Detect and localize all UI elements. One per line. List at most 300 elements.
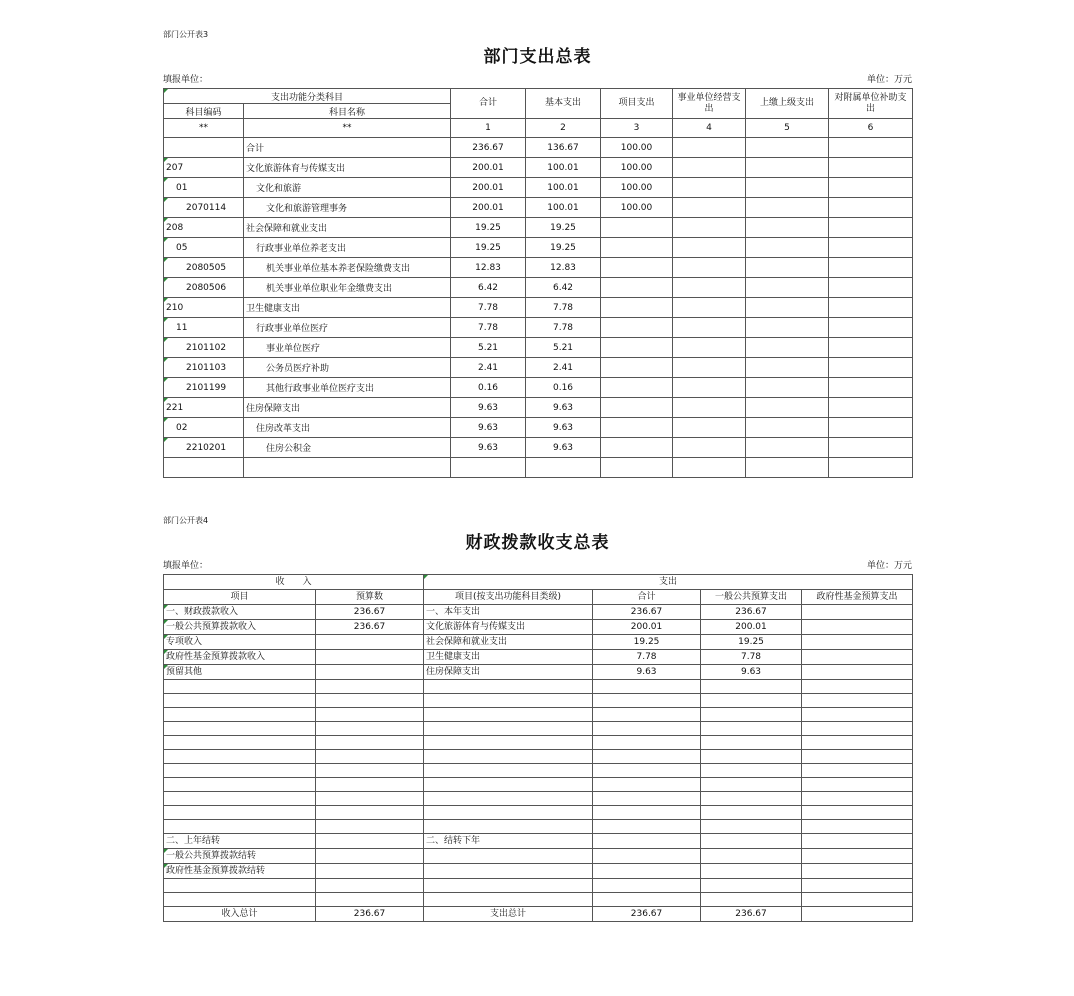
business-amount: [673, 458, 746, 478]
table-row: [164, 318, 913, 338]
project-amount: [601, 278, 673, 298]
subject-name: 文化和旅游: [244, 178, 451, 198]
basic-amount: 0.16: [526, 378, 601, 398]
expense-total: [593, 806, 701, 820]
header-code: 科目编码: [164, 104, 244, 119]
subsidy-amount: [829, 138, 913, 158]
header-general-budget: 一般公共预算支出: [701, 590, 802, 605]
subject-code: 207: [164, 158, 244, 178]
expense-general: [701, 708, 802, 722]
subject-code: 2101199: [164, 378, 244, 398]
business-amount: [673, 278, 746, 298]
subject-name: 文化旅游体育与传媒支出: [244, 158, 451, 178]
business-amount: [673, 418, 746, 438]
income-amount: [316, 764, 424, 778]
project-amount: 100.00: [601, 158, 673, 178]
blank-row: [164, 778, 913, 792]
subsidy-amount: [829, 258, 913, 278]
expense-general: [701, 820, 802, 834]
income-item: [164, 736, 316, 750]
blank-row: [164, 708, 913, 722]
subsidy-amount: [829, 318, 913, 338]
income-amount: [316, 650, 424, 665]
income-item: [164, 722, 316, 736]
upper-amount: [746, 398, 829, 418]
income-amount: [316, 778, 424, 792]
blank-row: [164, 694, 913, 708]
blank-row: [164, 764, 913, 778]
expense-item: [424, 806, 593, 820]
business-amount: [673, 218, 746, 238]
table-row: [164, 198, 913, 218]
upper-amount: [746, 418, 829, 438]
blank-row: [164, 893, 913, 907]
expense-fund: [802, 650, 913, 665]
subject-code: [164, 458, 244, 478]
expense-item: 住房保障支出: [424, 665, 593, 680]
expense-item: [424, 708, 593, 722]
subsidy-amount: [829, 418, 913, 438]
business-amount: [673, 318, 746, 338]
expense-fund: [802, 736, 913, 750]
expense-total: [593, 834, 701, 849]
expense-item: [424, 864, 593, 879]
income-amount: [316, 806, 424, 820]
expense-general: [701, 764, 802, 778]
project-amount: [601, 378, 673, 398]
project-amount: [601, 358, 673, 378]
expense-fund: [802, 620, 913, 635]
expense-fund: [802, 680, 913, 694]
income-item: 政府性基金预算拨款收入: [164, 650, 316, 665]
subject-code: [164, 138, 244, 158]
subject-name: 行政事业单位医疗: [244, 318, 451, 338]
expense-fund: [802, 879, 913, 893]
expense-total: 236.67: [593, 605, 701, 620]
subject-name: 社会保障和就业支出: [244, 218, 451, 238]
income-amount: [316, 879, 424, 893]
upper-amount: [746, 238, 829, 258]
fiscal-appropriation-sheet: [163, 514, 912, 922]
income-item: [164, 820, 316, 834]
total-amount: 9.63: [451, 398, 526, 418]
expense-fund: [802, 665, 913, 680]
carry-out-label: 二、结转下年: [424, 834, 593, 849]
subject-name: 行政事业单位养老支出: [244, 238, 451, 258]
table-row: [164, 834, 913, 849]
income-amount: [316, 820, 424, 834]
expense-general: [701, 750, 802, 764]
expense-total: 200.01: [593, 620, 701, 635]
expense-total-label: 支出总计: [424, 907, 593, 922]
upper-amount: [746, 298, 829, 318]
expense-fund: [802, 893, 913, 907]
header-expense: 支出: [424, 575, 913, 590]
header-business: 事业单位经营支出: [673, 89, 746, 119]
subsidy-amount: [829, 278, 913, 298]
income-item: [164, 806, 316, 820]
project-amount: [601, 458, 673, 478]
income-amount: [316, 750, 424, 764]
income-amount: [316, 665, 424, 680]
blank-row: [164, 736, 913, 750]
expense-item: [424, 722, 593, 736]
expense-item: [424, 893, 593, 907]
expense-total: [593, 893, 701, 907]
total-amount: 0.16: [451, 378, 526, 398]
project-amount: [601, 258, 673, 278]
table-row: [164, 278, 913, 298]
expenditure-table: [163, 88, 913, 478]
subsidy-amount: [829, 178, 913, 198]
totals-row: [164, 907, 913, 922]
expense-item: [424, 764, 593, 778]
currency-unit-label: 单位：万元: [866, 75, 912, 85]
income-expense-table: [163, 574, 913, 922]
subject-name: 文化和旅游管理事务: [244, 198, 451, 218]
blank-row: [164, 879, 913, 893]
business-amount: [673, 158, 746, 178]
expense-general: [701, 778, 802, 792]
total-amount: 12.83: [451, 258, 526, 278]
expense-total: [593, 736, 701, 750]
project-amount: [601, 298, 673, 318]
basic-amount: 7.78: [526, 298, 601, 318]
table-row: [164, 258, 913, 278]
table-row: [164, 298, 913, 318]
business-amount: [673, 198, 746, 218]
expense-total: [593, 708, 701, 722]
expense-item: [424, 680, 593, 694]
carry-in-label: 二、上年结转: [164, 834, 316, 849]
subsidy-amount: [829, 158, 913, 178]
table-number: 部门公开表3: [163, 30, 209, 39]
expense-general: [701, 792, 802, 806]
basic-amount: 100.01: [526, 158, 601, 178]
expense-fund: [802, 694, 913, 708]
upper-amount: [746, 358, 829, 378]
expense-fund: [802, 864, 913, 879]
blank-row: [164, 820, 913, 834]
income-amount: [316, 736, 424, 750]
project-amount: [601, 338, 673, 358]
expense-general: [701, 736, 802, 750]
expense-total: [593, 750, 701, 764]
upper-amount: [746, 378, 829, 398]
basic-amount: 9.63: [526, 398, 601, 418]
reporting-unit-label: 填报单位：: [163, 561, 209, 571]
basic-amount: 9.63: [526, 438, 601, 458]
income-amount: [316, 792, 424, 806]
expense-total: 9.63: [593, 665, 701, 680]
subsidy-amount: [829, 358, 913, 378]
expense-item: [424, 694, 593, 708]
income-item: 一、财政拨款收入: [164, 605, 316, 620]
income-item: 预留其他: [164, 665, 316, 680]
basic-amount: 136.67: [526, 138, 601, 158]
expense-fund: [802, 722, 913, 736]
expense-item: 卫生健康支出: [424, 650, 593, 665]
index-cell: 5: [746, 119, 829, 138]
expense-fund: [802, 792, 913, 806]
total-amount: 7.78: [451, 318, 526, 338]
table-row: [164, 635, 913, 650]
business-amount: [673, 298, 746, 318]
expense-total: [593, 879, 701, 893]
table-row: [164, 138, 913, 158]
department-expenditure-sheet: [163, 28, 912, 478]
upper-amount: [746, 438, 829, 458]
upper-amount: [746, 158, 829, 178]
subject-code: 208: [164, 218, 244, 238]
table-row: [164, 650, 913, 665]
header-basic: 基本支出: [526, 89, 601, 119]
basic-amount: 6.42: [526, 278, 601, 298]
project-amount: 100.00: [601, 178, 673, 198]
header-project: 项目支出: [601, 89, 673, 119]
expense-general: 200.01: [701, 620, 802, 635]
expense-fund: [802, 750, 913, 764]
expense-general: [701, 722, 802, 736]
header-upper: 上缴上级支出: [746, 89, 829, 119]
subsidy-amount: [829, 338, 913, 358]
project-amount: [601, 238, 673, 258]
expense-item: [424, 736, 593, 750]
subsidy-amount: [829, 198, 913, 218]
index-row: [164, 119, 913, 138]
subject-name: 住房公积金: [244, 438, 451, 458]
index-cell: 1: [451, 119, 526, 138]
header-function-category: 支出功能分类科目: [164, 89, 451, 104]
income-item: 一般公共预算拨款收入: [164, 620, 316, 635]
carry-in-sub: 政府性基金预算拨款结转: [164, 864, 316, 879]
business-amount: [673, 438, 746, 458]
unit-line: [163, 72, 912, 88]
table-row: [164, 398, 913, 418]
expense-fund: [802, 820, 913, 834]
project-amount: [601, 398, 673, 418]
expense-total: 7.78: [593, 650, 701, 665]
index-cell: 2: [526, 119, 601, 138]
total-amount: 2.41: [451, 358, 526, 378]
business-amount: [673, 378, 746, 398]
subject-name: 其他行政事业单位医疗支出: [244, 378, 451, 398]
expense-general-total: 236.67: [701, 907, 802, 922]
basic-amount: 7.78: [526, 318, 601, 338]
expense-item: [424, 778, 593, 792]
expense-total: [593, 792, 701, 806]
expense-total: [593, 680, 701, 694]
basic-amount: 100.01: [526, 178, 601, 198]
subject-name: 住房保障支出: [244, 398, 451, 418]
total-amount: 19.25: [451, 218, 526, 238]
table-row: [164, 178, 913, 198]
carry-in-sub: 一般公共预算拨款结转: [164, 849, 316, 864]
expense-total: [593, 849, 701, 864]
subsidy-amount: [829, 378, 913, 398]
header-name: 科目名称: [244, 104, 451, 119]
income-total-label: 收入总计: [164, 907, 316, 922]
index-cell: 4: [673, 119, 746, 138]
subsidy-amount: [829, 298, 913, 318]
subsidy-amount: [829, 238, 913, 258]
expense-item: [424, 820, 593, 834]
income-item: [164, 792, 316, 806]
income-amount: [316, 834, 424, 849]
income-amount: [316, 864, 424, 879]
expense-general: 9.63: [701, 665, 802, 680]
basic-amount: 12.83: [526, 258, 601, 278]
expense-item: [424, 879, 593, 893]
expense-general: [701, 834, 802, 849]
business-amount: [673, 258, 746, 278]
reporting-unit-label: 填报单位：: [163, 75, 209, 85]
expense-fund: [802, 708, 913, 722]
subject-code: 02: [164, 418, 244, 438]
subject-code: 210: [164, 298, 244, 318]
income-item: [164, 680, 316, 694]
table-row: [164, 438, 913, 458]
expense-fund: [802, 849, 913, 864]
header-total: 合计: [451, 89, 526, 119]
income-amount: [316, 680, 424, 694]
header-subsidy: 对附属单位补助支出: [829, 89, 913, 119]
subject-code: 11: [164, 318, 244, 338]
expense-total: [593, 764, 701, 778]
expense-general: 7.78: [701, 650, 802, 665]
index-cell: 6: [829, 119, 913, 138]
blank-row: [164, 722, 913, 736]
income-item: [164, 750, 316, 764]
header-expense-item: 项目(按支出功能科目类级): [424, 590, 593, 605]
header-budget: 预算数: [316, 590, 424, 605]
table-row: [164, 458, 913, 478]
header-income: 收 入: [164, 575, 424, 590]
upper-amount: [746, 338, 829, 358]
total-amount: 200.01: [451, 198, 526, 218]
expense-general: [701, 680, 802, 694]
expense-item: 社会保障和就业支出: [424, 635, 593, 650]
header-income-item: 项目: [164, 590, 316, 605]
upper-amount: [746, 318, 829, 338]
sheet-title: 财政拨款收支总表: [465, 533, 610, 553]
table-row: [164, 158, 913, 178]
expense-general: [701, 879, 802, 893]
upper-amount: [746, 258, 829, 278]
upper-amount: [746, 138, 829, 158]
total-amount: 7.78: [451, 298, 526, 318]
expense-total: [593, 694, 701, 708]
income-amount: [316, 893, 424, 907]
income-item: [164, 778, 316, 792]
subject-name: 事业单位医疗: [244, 338, 451, 358]
expense-fund: [802, 778, 913, 792]
upper-amount: [746, 278, 829, 298]
expense-general: [701, 694, 802, 708]
income-amount: 236.67: [316, 620, 424, 635]
expense-fund: [802, 764, 913, 778]
subsidy-amount: [829, 438, 913, 458]
expense-total: [593, 722, 701, 736]
basic-amount: 9.63: [526, 418, 601, 438]
basic-amount: [526, 458, 601, 478]
table-number: 部门公开表4: [163, 516, 209, 525]
basic-amount: 19.25: [526, 238, 601, 258]
subject-code: 2080506: [164, 278, 244, 298]
income-item: [164, 764, 316, 778]
currency-unit-label: 单位：万元: [866, 561, 912, 571]
sheet-title: 部门支出总表: [483, 47, 592, 67]
subject-code: 05: [164, 238, 244, 258]
blank-row: [164, 750, 913, 764]
expense-fund: [802, 806, 913, 820]
income-item: [164, 893, 316, 907]
income-amount: [316, 635, 424, 650]
expense-item: [424, 750, 593, 764]
expense-general: [701, 849, 802, 864]
table-row: [164, 605, 913, 620]
table-row: [164, 358, 913, 378]
business-amount: [673, 398, 746, 418]
expense-general: 19.25: [701, 635, 802, 650]
table-row: [164, 338, 913, 358]
project-amount: 100.00: [601, 198, 673, 218]
expense-fund: [802, 635, 913, 650]
total-amount: 236.67: [451, 138, 526, 158]
blank-row: [164, 792, 913, 806]
total-amount: 200.01: [451, 178, 526, 198]
blank-row: [164, 806, 913, 820]
expense-total: [593, 820, 701, 834]
table-row: [164, 849, 913, 864]
income-amount: 236.67: [316, 605, 424, 620]
expense-total: [593, 864, 701, 879]
subsidy-amount: [829, 218, 913, 238]
total-amount: 9.63: [451, 418, 526, 438]
subject-code: 2101102: [164, 338, 244, 358]
expense-total: 19.25: [593, 635, 701, 650]
total-amount: 200.01: [451, 158, 526, 178]
income-item: [164, 708, 316, 722]
income-amount: [316, 849, 424, 864]
total-amount: 5.21: [451, 338, 526, 358]
basic-amount: 100.01: [526, 198, 601, 218]
expense-item: 文化旅游体育与传媒支出: [424, 620, 593, 635]
subject-name: 公务员医疗补助: [244, 358, 451, 378]
table-row: [164, 378, 913, 398]
income-item: 专项收入: [164, 635, 316, 650]
income-amount: [316, 694, 424, 708]
subject-name: 住房改革支出: [244, 418, 451, 438]
subject-name: 机关事业单位基本养老保险缴费支出: [244, 258, 451, 278]
total-amount: [451, 458, 526, 478]
subject-name: [244, 458, 451, 478]
table-row: [164, 665, 913, 680]
upper-amount: [746, 458, 829, 478]
project-amount: [601, 318, 673, 338]
expense-total-amount: 236.67: [593, 907, 701, 922]
business-amount: [673, 358, 746, 378]
table-row: [164, 218, 913, 238]
basic-amount: 2.41: [526, 358, 601, 378]
basic-amount: 5.21: [526, 338, 601, 358]
income-total-amount: 236.67: [316, 907, 424, 922]
basic-amount: 19.25: [526, 218, 601, 238]
index-cell: **: [244, 119, 451, 138]
project-amount: [601, 418, 673, 438]
expense-general: [701, 893, 802, 907]
expense-fund: [802, 605, 913, 620]
